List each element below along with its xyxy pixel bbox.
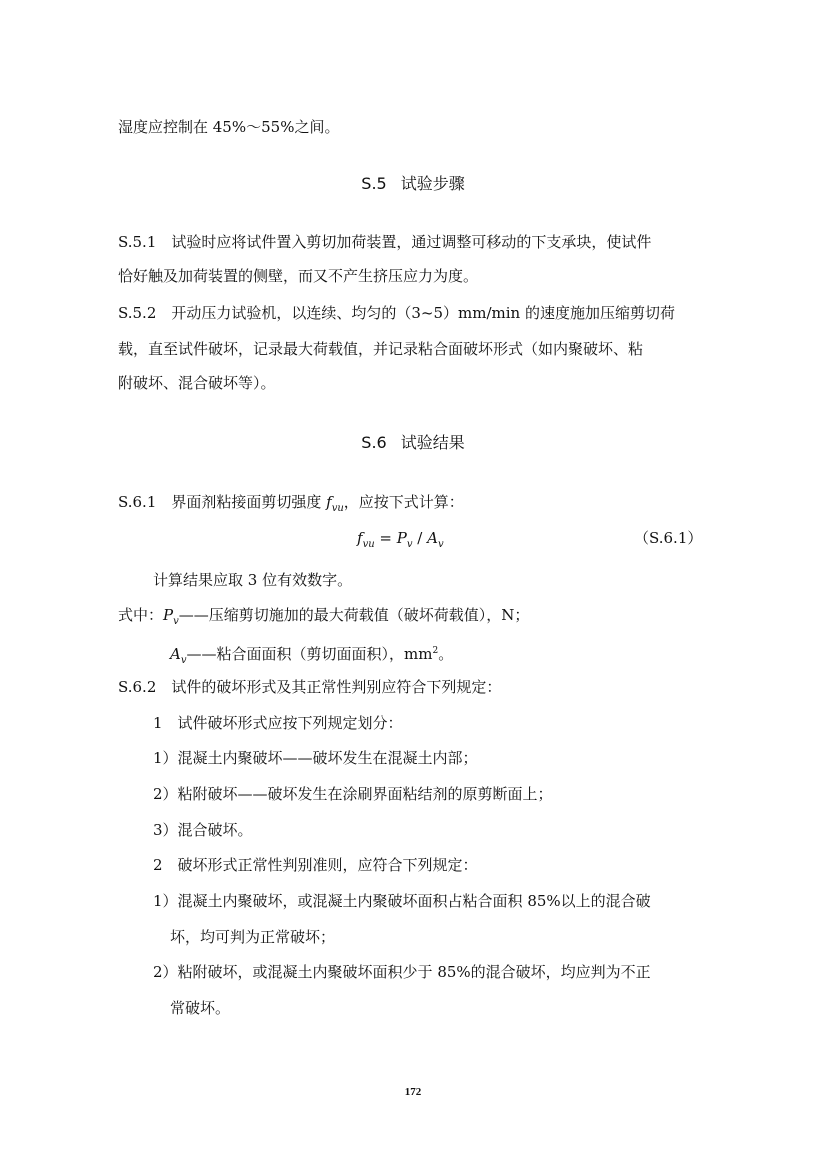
where-text: 。 <box>438 645 454 663</box>
note-significant-digits: 计算结果应取 3 位有效数字。 <box>153 571 353 589</box>
symbol-subscript: v <box>173 616 179 627</box>
list-item-2-1-line1: 1）混凝土内聚破坏，或混凝土内聚破坏面积占粘合面积 85%以上的混合破 <box>153 892 651 910</box>
where-line-a <box>170 641 453 671</box>
list-item-2: 2 破坏形式正常性判别准则，应符合下列规定： <box>153 856 478 874</box>
section-heading-s5 <box>0 173 826 195</box>
clause-text: ，应按下式计算： <box>343 493 464 511</box>
formula-equals: = <box>374 529 397 547</box>
clause-s6-2: S.6.2 试件的破坏形式及其正常性判别应符合下列规定： <box>118 678 502 696</box>
symbol-subscript: vu <box>331 503 344 514</box>
list-item-1-1: 1）混凝土内聚破坏——破坏发生在混凝土内部； <box>153 749 478 767</box>
where-line-p <box>118 605 529 632</box>
symbol-subscript: v <box>180 655 187 666</box>
where-text: ——压缩剪切施加的最大荷载值（破坏荷载值），N； <box>178 606 530 624</box>
formula-s6-1 <box>357 528 444 555</box>
section-number: S.6 <box>361 433 387 452</box>
list-item-2-2-line1: 2）粘附破坏，或混凝土内聚破坏面积少于 85%的混合破坏，均应判为不正 <box>153 963 651 981</box>
section-heading-s6 <box>0 432 826 454</box>
body-text-line: 湿度应控制在 45%～55%之间。 <box>118 118 340 136</box>
clause-s6-1 <box>118 492 464 519</box>
clause-s5-1-line2: 恰好触及加荷装置的侧壁，而又不产生挤压应力为度。 <box>118 267 479 285</box>
symbol-a: A <box>170 645 181 663</box>
list-item-1: 1 试件破坏形式应按下列规定划分： <box>153 714 403 732</box>
clause-s5-2-line1: S.5.2 开动压力试验机，以连续、均匀的（3~5）mm/min 的速度施加压缩剪切荷 <box>118 304 675 322</box>
section-title: 试验结果 <box>400 433 465 452</box>
clause-s5-2-line2: 载，直至试件破坏，记录最大荷载值，并记录粘合面破坏形式（如内聚破坏、粘 <box>118 340 644 358</box>
formula-a: A <box>427 529 438 547</box>
symbol-p: P <box>163 606 174 624</box>
formula-subscript: v <box>406 539 413 550</box>
list-item-1-3: 3）混合破坏。 <box>153 821 253 839</box>
formula-p: P <box>396 529 407 547</box>
formula-divide: / <box>412 529 428 547</box>
list-item-1-2: 2）粘附破坏——破坏发生在涂刷界面粘结剂的原剪断面上； <box>153 785 553 803</box>
section-number: S.5 <box>361 174 387 193</box>
unit-superscript: 2 <box>432 646 439 656</box>
section-title: 试验步骤 <box>400 174 465 193</box>
symbol-f: f <box>326 493 332 511</box>
formula-f: f <box>357 529 363 547</box>
formula-subscript: vu <box>362 539 375 550</box>
list-item-2-1-line2: 坏，均可判为正常破坏； <box>170 928 336 946</box>
page-number: 172 <box>404 1086 422 1098</box>
where-text: ——粘合面面积（剪切面面积），mm <box>186 645 433 663</box>
equation-number: （S.6.1） <box>634 529 703 547</box>
formula-subscript: v <box>437 539 444 550</box>
clause-s5-1-line1: S.5.1 试验时应将试件置入剪切加荷装置，通过调整可移动的下支承块，使试件 <box>118 233 652 251</box>
clause-s5-2-line3: 附破坏、混合破坏等）。 <box>118 374 276 392</box>
list-item-2-2-line2: 常破坏。 <box>170 999 231 1017</box>
clause-text: S.6.1 界面剂粘接面剪切强度 <box>118 493 327 511</box>
where-prefix: 式中： <box>118 606 164 624</box>
